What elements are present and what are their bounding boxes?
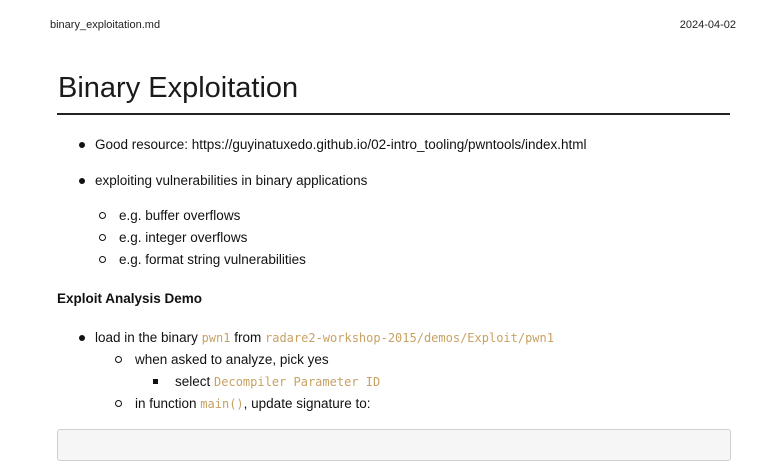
list-item: [119, 205, 730, 227]
list-item-text: exploiting vulnerabilities in binary applications: [95, 173, 368, 188]
bullet-circle-icon: [115, 356, 122, 363]
bullet-circle-icon: [115, 400, 122, 407]
list-item: [57, 327, 730, 349]
document-body: [57, 70, 730, 415]
list-item: [57, 170, 730, 192]
top-bullet-list: [57, 134, 730, 156]
decompiler-option-code: Decompiler Parameter ID: [214, 375, 381, 389]
function-name-code: main(): [200, 397, 244, 411]
demo-heading: Exploit Analysis Demo: [57, 291, 203, 306]
function-text-prefix: in function: [135, 396, 201, 411]
list-item: [135, 393, 730, 415]
list-item: [57, 134, 730, 156]
binary-path-code: radare2-workshop-2015/demos/Exploit/pwn1: [265, 331, 554, 345]
resource-text: Good resource: https://guyinatuxedo.github.io/02-intro_tooling/pwntools/index.html: [95, 137, 587, 152]
sub-bullet-list: [135, 393, 730, 415]
list-item-text: e.g. format string vulnerabilities: [119, 252, 306, 267]
load-text-mid: from: [230, 330, 265, 345]
list-item-text: e.g. buffer overflows: [119, 208, 241, 223]
select-text-prefix: select: [175, 374, 215, 389]
bullet-disc-icon: [79, 178, 85, 184]
bullet-circle-icon: [99, 234, 106, 241]
list-item: [119, 249, 730, 271]
load-text-prefix: load in the binary: [95, 330, 202, 345]
list-item: [135, 349, 730, 371]
bullet-circle-icon: [99, 212, 106, 219]
page-header: [50, 19, 736, 35]
list-item-text: e.g. integer overflows: [119, 230, 248, 245]
function-text-suffix: , update signature to:: [243, 396, 371, 411]
sub-sub-bullet-list: [175, 371, 730, 393]
demo-bullet-list: [57, 327, 730, 349]
sub-bullet-list: [135, 349, 730, 371]
binary-name-code: pwn1: [201, 331, 231, 345]
list-item: [119, 227, 730, 249]
bullet-disc-icon: [79, 335, 85, 341]
bullet-disc-icon: [79, 142, 85, 148]
list-item-text: when asked to analyze, pick yes: [135, 352, 329, 367]
code-block: [57, 429, 731, 461]
header-filename: binary_exploitation.md: [50, 19, 161, 31]
header-date: 2024-04-02: [679, 19, 736, 31]
page-title: Binary Exploitation: [57, 70, 730, 115]
list-item: [175, 371, 730, 393]
sub-bullet-list: [119, 205, 730, 271]
bullet-circle-icon: [99, 256, 106, 263]
bullet-square-icon: [153, 379, 158, 384]
top-bullet-list: [57, 170, 730, 192]
